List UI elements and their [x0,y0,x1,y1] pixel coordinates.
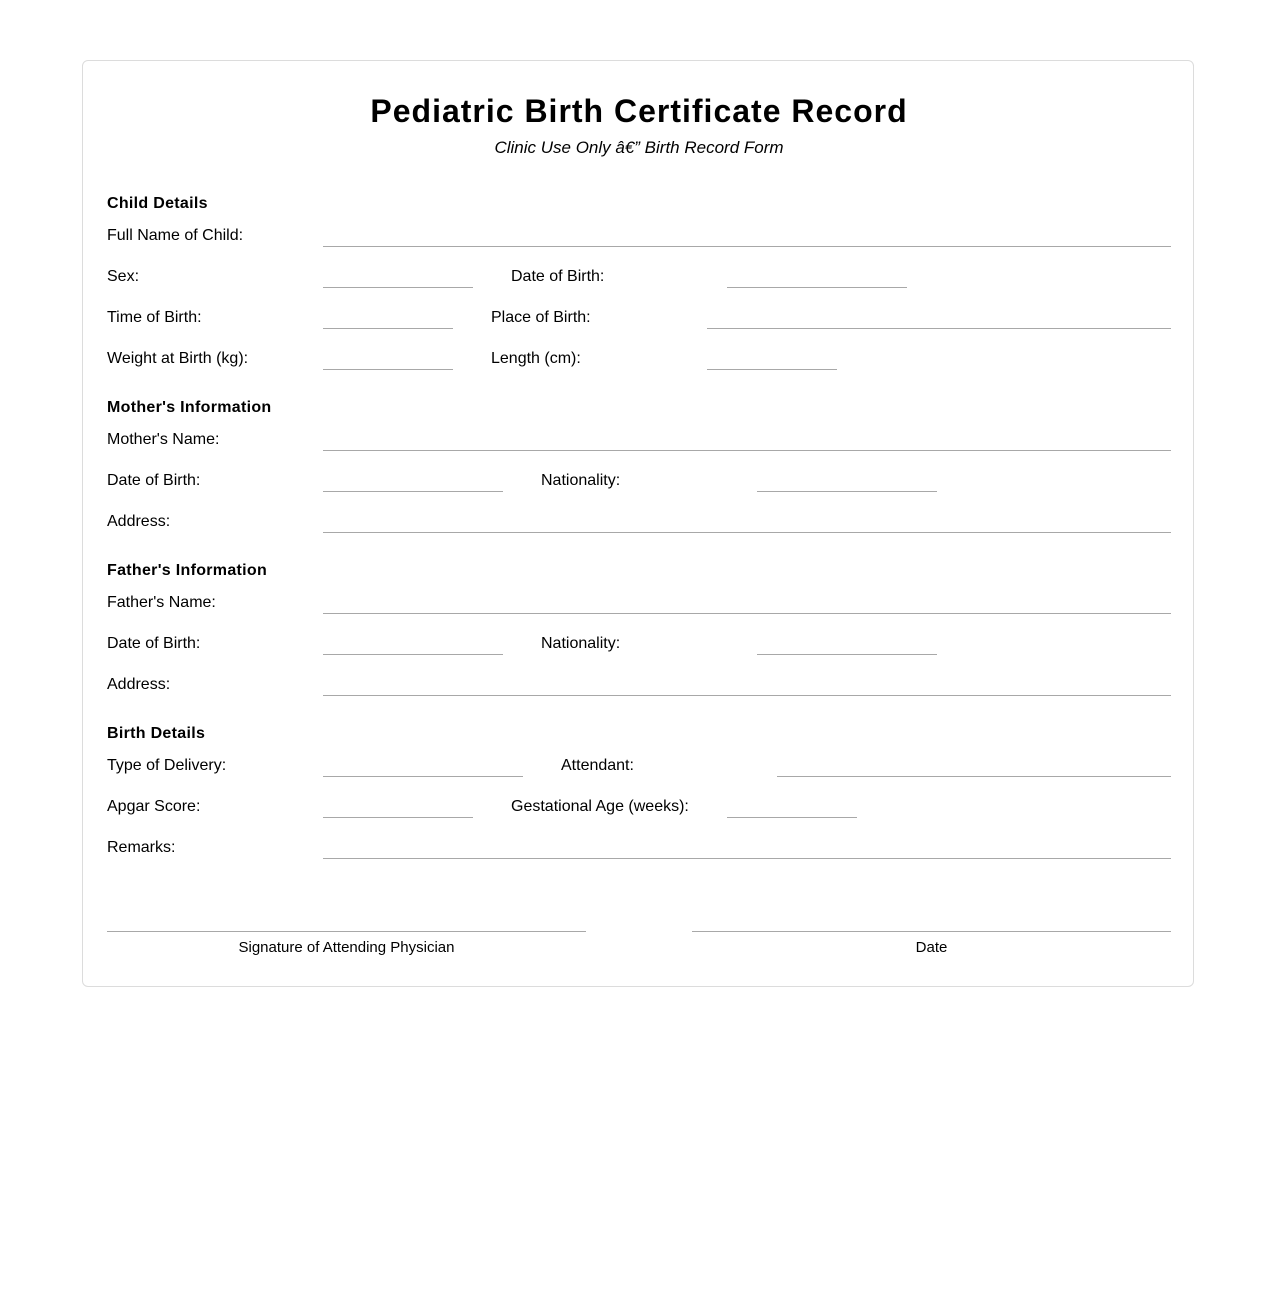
field-child-length[interactable] [707,369,837,370]
signature-date-line[interactable] [692,931,1171,932]
field-father-nationality[interactable] [757,654,937,655]
label-mother-nationality: Nationality: [541,472,621,489]
field-mother-nationality[interactable] [757,491,937,492]
label-child-full-name: Full Name of Child: [107,227,244,244]
label-child-sex: Sex: [107,268,140,285]
label-mother-dob: Date of Birth: [107,472,201,489]
section-title-father: Father's Information [107,562,268,579]
signature-physician-label: Signature of Attending Physician [238,939,455,956]
label-remarks: Remarks: [107,839,176,856]
field-mother-name[interactable] [323,450,1171,451]
label-gestational-age: Gestational Age (weeks): [511,798,689,815]
section-title-child: Child Details [107,195,208,212]
field-attendant[interactable] [777,776,1171,777]
field-remarks[interactable] [323,858,1171,859]
field-father-name[interactable] [323,613,1171,614]
label-child-place: Place of Birth: [491,309,591,326]
field-delivery-type[interactable] [323,776,523,777]
label-apgar: Apgar Score: [107,798,201,815]
field-gestational-age[interactable] [727,817,857,818]
label-child-time: Time of Birth: [107,309,202,326]
field-mother-address[interactable] [323,532,1171,533]
label-mother-address: Address: [107,513,171,530]
page-subtitle: Clinic Use Only â€” Birth Record Form [494,138,784,157]
field-father-address[interactable] [323,695,1171,696]
label-father-name: Father's Name: [107,594,216,611]
section-title-birth: Birth Details [107,725,206,742]
field-apgar[interactable] [323,817,473,818]
signature-physician-line[interactable] [107,931,586,932]
page-title: Pediatric Birth Certificate Record [370,93,908,129]
label-father-address: Address: [107,676,171,693]
label-mother-name: Mother's Name: [107,431,220,448]
label-child-weight: Weight at Birth (kg): [107,350,249,367]
signature-date-label: Date [915,939,948,956]
field-mother-dob[interactable] [323,491,503,492]
field-child-weight[interactable] [323,369,453,370]
label-child-dob: Date of Birth: [511,268,605,285]
field-child-full-name[interactable] [323,246,1171,247]
field-child-place[interactable] [707,328,1171,329]
label-father-dob: Date of Birth: [107,635,201,652]
field-child-sex[interactable] [323,287,473,288]
form-card [82,60,1194,987]
field-father-dob[interactable] [323,654,503,655]
label-delivery-type: Type of Delivery: [107,757,227,774]
label-attendant: Attendant: [561,757,634,774]
section-title-mother: Mother's Information [107,399,272,416]
label-child-length: Length (cm): [491,350,581,367]
label-father-nationality: Nationality: [541,635,621,652]
field-child-dob[interactable] [727,287,907,288]
field-child-time[interactable] [323,328,453,329]
